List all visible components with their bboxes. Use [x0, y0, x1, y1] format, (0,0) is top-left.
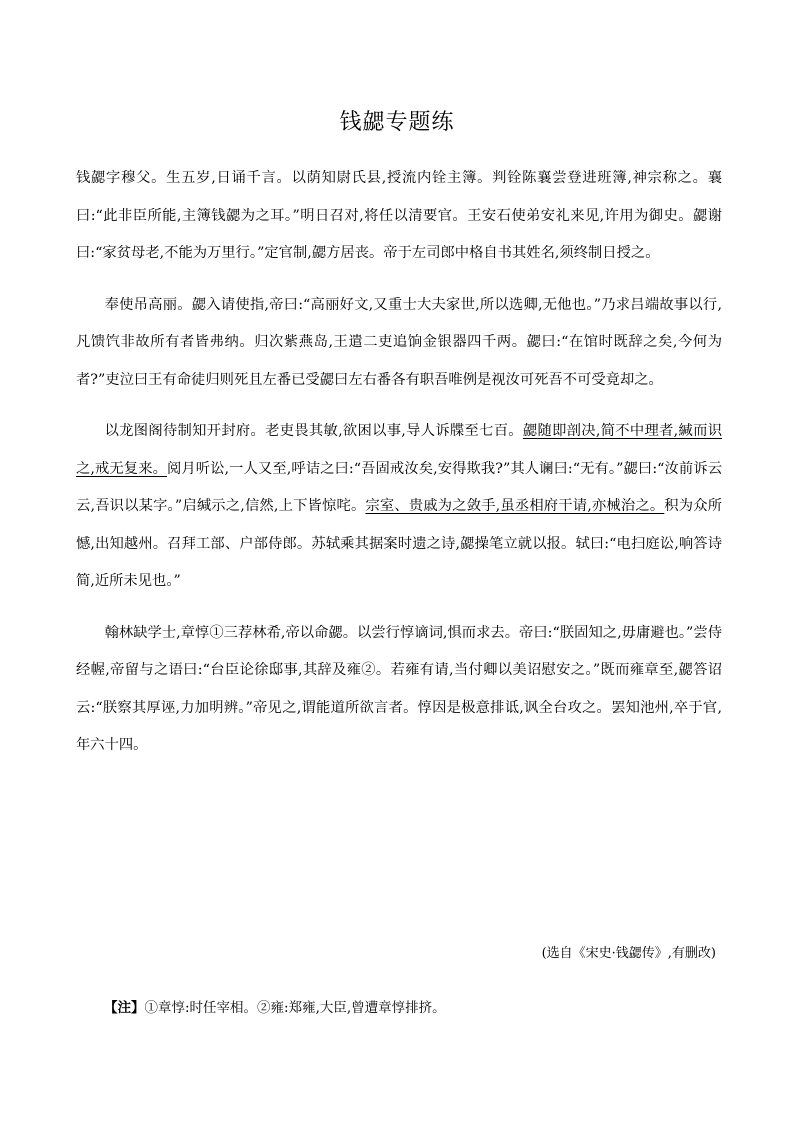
paragraph-segment: 阅月听讼,一人又至,呼诘之曰:“吾固戒汝矣,安得欺我?”其人谰曰:“无有。”勰曰:“汝前诉云云,吾识以某字。”启缄示之,信然,上下皆惊咤。 [76, 460, 723, 514]
paragraph-1 [76, 160, 722, 273]
underlined-sentence-1: 勰随即剖决,简不中理者,緘而识之,戒无复来。 [76, 423, 722, 477]
paragraph-segment: 翰林缺学士,章惇①三荐林希,帝以命勰。以尝行惇谪词,惧而求去。帝曰:“朕固知之,毋庸避也。”尝侍经幄,帝留与之语曰:“台臣论徐邸事,其辞及雍②。若雍有请,当付卿以美诏慰安之。”既而雍章至,勰答诏云:“朕察其厚诬,力加明辨。”帝见之,谓能道所欲言者。惇因是极意排诋,讽全台攻之。罢知池州,卒于官,年六十四。 [76, 624, 722, 753]
underlined-sentence-2: 宗室、贵戚为之敛手,虽丞相府干请,亦械治之。 [365, 498, 665, 514]
paragraph-segment: 钱勰字穆父。生五岁,日诵千言。以荫知尉氏县,授流内铨主簿。判铨陈襄尝登进班簿,神宗称之。襄曰:“此非臣所能,主簿钱勰为之耳。”明日召对,将任以清要官。王安石使弟安礼来见,许用为御史。勰谢曰:“家贫母老,不能为万里行。”定官制,勰方居丧。帝于左司郎中格自书其姓名,须终制日授之。 [76, 170, 722, 261]
paragraph-3 [76, 413, 722, 601]
passage-body [76, 160, 722, 779]
paragraph-2 [76, 287, 722, 400]
paragraph-segment: 以龙图阁待制知开封府。老吏畏其敏,欲困以事,导人诉牒至七百。 [104, 423, 523, 439]
paragraph-4 [76, 615, 722, 765]
paragraph-segment: 积为众所憾,出知越州。召拜工部、户部侍郎。苏轼乘其据案时遗之诗,勰操笔立就以报。轼曰:“电扫庭讼,响答诗简,近所未见也。” [76, 498, 723, 589]
footnote-label: 【注】 [104, 1000, 145, 1016]
paragraph-segment: 奉使吊高丽。勰入请使指,帝曰:“高丽好文,又重士大夫家世,所以选卿,无他也。”乃求吕端故事以行,凡馈饩非故所有者皆弗纳。归次紫燕岛,王遣二吏追饷金银器四千两。勰曰:“在馆时既辞之矣,今何为者?”吏泣曰王有命徒归则死且左番已受勰曰左右番各有职吾唯例是视汝可死吾不可受竟却之。 [76, 296, 722, 388]
footnote-text: ①章惇:时任宰相。②雍:郑雍,大臣,曾遭章惇排挤。 [144, 1000, 446, 1016]
footnote [104, 998, 446, 1018]
source-citation: (选自《宋史·钱勰传》,有删改) [541, 946, 716, 961]
document-title: 钱勰专题练 [339, 110, 455, 135]
